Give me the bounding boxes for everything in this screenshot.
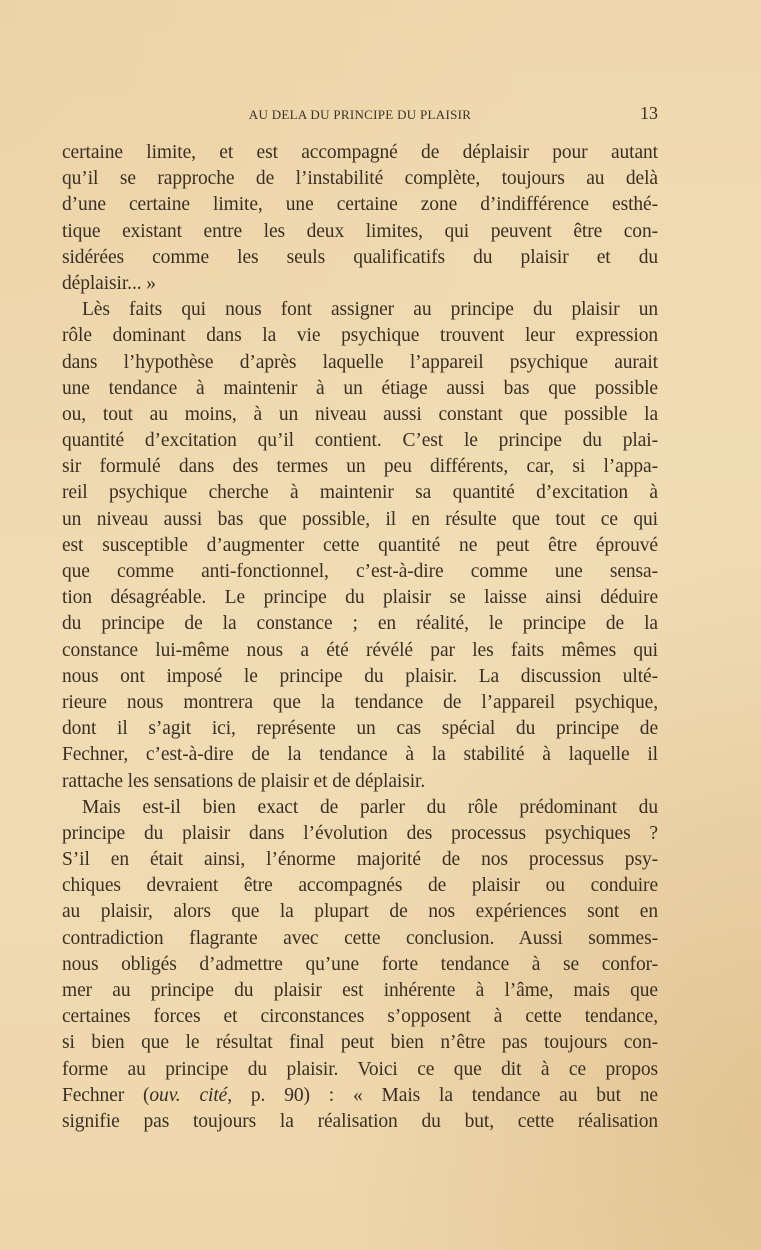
paragraph-start-line: Lès faits qui nous font assigner au principe du plaisir un	[82, 299, 658, 321]
text-line: que comme anti-fonctionnel, c’est-à-dire comme une sensa-	[62, 561, 658, 582]
text-line: Fechner, c’est-à-dire de la tendance à la stabilité à laquelle il	[62, 744, 658, 766]
text-line: principe du plaisir dans l’évolution des processus psychiques ?	[62, 822, 658, 844]
text-line: nous obligés d’admettre qu’une forte tendance à se confor-	[62, 953, 658, 975]
text-line: au plaisir, alors que la plupart de nos expériences sont en	[62, 901, 658, 923]
paragraph-start-line: Mais est-il bien exact de parler du rôle prédominant du	[82, 796, 658, 818]
body-text	[62, 140, 658, 1135]
text-line: contradiction flagrante avec cette conclusion. Aussi sommes-	[62, 927, 658, 949]
text-line: rôle dominant dans la vie psychique trouvent leur expression	[62, 325, 658, 347]
text-line: certaines forces et circonstances s’opposent à cette tendance,	[62, 1006, 658, 1028]
text-line: rattache les sensations de plaisir et de déplaisir.	[62, 770, 426, 792]
text-line: rieure nous montrera que la tendance de l’appareil psychique,	[62, 691, 658, 713]
text-line: déplaisir... »	[62, 272, 156, 294]
text-line: qu’il se rapproche de l’instabilité complète, toujours au delà	[62, 168, 658, 190]
text-line: mer au principe du plaisir est inhérente à l’âme, mais que	[62, 980, 658, 1001]
text-line: d’une certaine limite, une certaine zone d’indifférence esthé-	[62, 194, 658, 216]
citation-line	[62, 1083, 658, 1109]
text-line: constance lui-même nous a été révélé par les faits mêmes qui	[62, 639, 658, 661]
text-line: est susceptible d’augmenter cette quantité ne peut être éprouvé	[62, 534, 658, 556]
citation-italic: ouv. cité	[149, 1084, 228, 1106]
text-line: du principe de la constance ; en réalité, le principe de la	[62, 613, 658, 635]
text-line: si bien que le résultat final peut bien n’être pas toujours con-	[62, 1032, 658, 1054]
text-line: S’il en était ainsi, l’énorme majorité de nos processus psy-	[62, 849, 658, 871]
text-line: quantité d’excitation qu’il contient. C’est le principe du plai-	[62, 430, 658, 452]
text-line: dans l’hypothèse d’après laquelle l’appareil psychique aurait	[62, 351, 658, 373]
text-line: dont il s’agit ici, représente un cas spécial du principe de	[62, 718, 658, 740]
citation-after: , p. 90) : « Mais la tendance au but ne	[227, 1084, 658, 1106]
text-line: tion désagréable. Le principe du plaisir se laisse ainsi déduire	[62, 587, 658, 609]
running-head	[62, 103, 658, 125]
text-line: sir formulé dans des termes un peu différents, car, si l’appa-	[62, 456, 658, 478]
text-line: chiques devraient être accompagnés de plaisir ou conduire	[62, 875, 658, 897]
text-line: signifie pas toujours la réalisation du but, cette réalisation	[62, 1110, 658, 1132]
text-line: ou, tout au moins, à un niveau aussi constant que possible la	[62, 403, 658, 425]
page-number: 13	[640, 103, 658, 123]
text-line: sidérées comme les seuls qualificatifs du plaisir et du	[62, 246, 658, 268]
text-line: une tendance à maintenir à un étiage aussi bas que possible	[62, 377, 658, 399]
citation-before: Fechner (	[62, 1084, 150, 1106]
text-line: reil psychique cherche à maintenir sa quantité d’excitation à	[62, 482, 658, 504]
text-line: certaine limite, et est accompagné de déplaisir pour autant	[62, 142, 658, 163]
text-line: nous ont imposé le principe du plaisir. La discussion ulté-	[62, 665, 658, 687]
text-line: un niveau aussi bas que possible, il en résulte que tout ce qui	[62, 508, 658, 530]
text-line: tique existant entre les deux limites, qui peuvent être con-	[62, 220, 658, 242]
text-line: forme au principe du plaisir. Voici ce que dit à ce propos	[62, 1058, 658, 1080]
running-title: AU DELA DU PRINCIPE DU PLAISIR	[248, 107, 472, 122]
